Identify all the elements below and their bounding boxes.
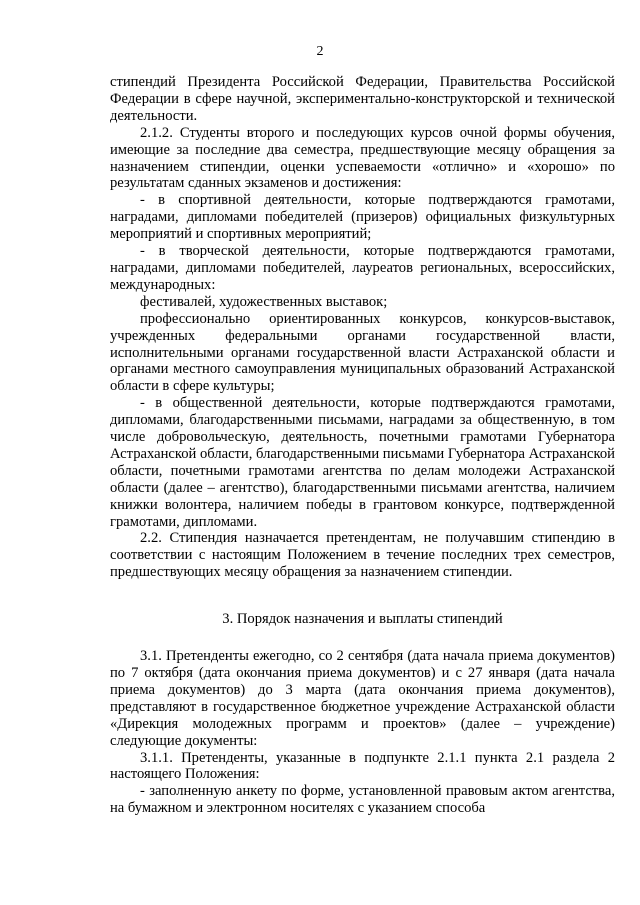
paragraph: 2.1.2. Студенты второго и последующих курсов очной формы обучения, имеющие за последние два семестра, предшествующие месяцу обращения за назначением стипендии, оценки успеваемости «отлично» и «хорошо» по результатам сданных экзаменов и достижения:	[110, 124, 615, 192]
paragraph: стипендий Президента Российской Федерации, Правительства Российской Федерации в сфере научной, экспериментально-конструкторской и технической деятельности.	[110, 74, 615, 124]
paragraph: - в общественной деятельности, которые подтверждаются грамотами, дипломами, благодарственными письмами, наградами за общественную, в том числе добровольческую, деятельность, почетными грамотами Губернатора Астраханской области, благодарственными письмами Губернатора Астраханской области, почетными грамотами агентства по делам молодежи Астраханской области (далее – агентство), благодарственными письмами агентства, наличием книжки волонтера, наличием победы в грантовом конкурсе, подтвержденной грамотами, дипломами.	[110, 395, 615, 530]
section-heading: 3. Порядок назначения и выплаты стипендий	[222, 611, 503, 628]
document-body	[110, 74, 615, 817]
paragraph: 3.1. Претенденты ежегодно, со 2 сентября (дата начала приема документов) по 7 октября (дата окончания приема документов) и с 27 января (дата начала приема документов) до 3 марта (дата окончания приема документов), представляют в государственное бюджетное учреждение Астраханской области «Дирекция молодежных программ и проектов» (далее – учреждение) следующие документы:	[110, 648, 615, 749]
page-number: 2	[316, 44, 324, 59]
paragraph: - заполненную анкету по форме, установленной правовым актом агентства, на бумажном и электронном носителях с указанием способа	[110, 783, 615, 817]
paragraph: - в спортивной деятельности, которые подтверждаются грамотами, наградами, дипломами победителей (призеров) официальных физкультурных мероприятий и спортивных мероприятий;	[110, 192, 615, 243]
paragraph: фестивалей, художественных выставок;	[140, 293, 388, 310]
paragraph: профессионально ориентированных конкурсов, конкурсов-выставок, учрежденных федеральными органами государственной власти, исполнительными органами государственной власти Астраханской области и органами местного самоуправления муниципальных образований Астраханской области в сфере культуры;	[110, 310, 615, 395]
paragraph: 2.2. Стипендия назначается претендентам, не получавшим стипендию в соответствии с настоящим Положением в течение последних трех семестров, предшествующих месяцу обращения за назначением стипендии.	[110, 530, 615, 581]
paragraph: - в творческой деятельности, которые подтверждаются грамотами, наградами, дипломами победителей, лауреатов региональных, всероссийских, международных:	[110, 243, 615, 293]
paragraph: 3.1.1. Претенденты, указанные в подпункте 2.1.1 пункта 2.1 раздела 2 настоящего Положения:	[110, 749, 615, 783]
